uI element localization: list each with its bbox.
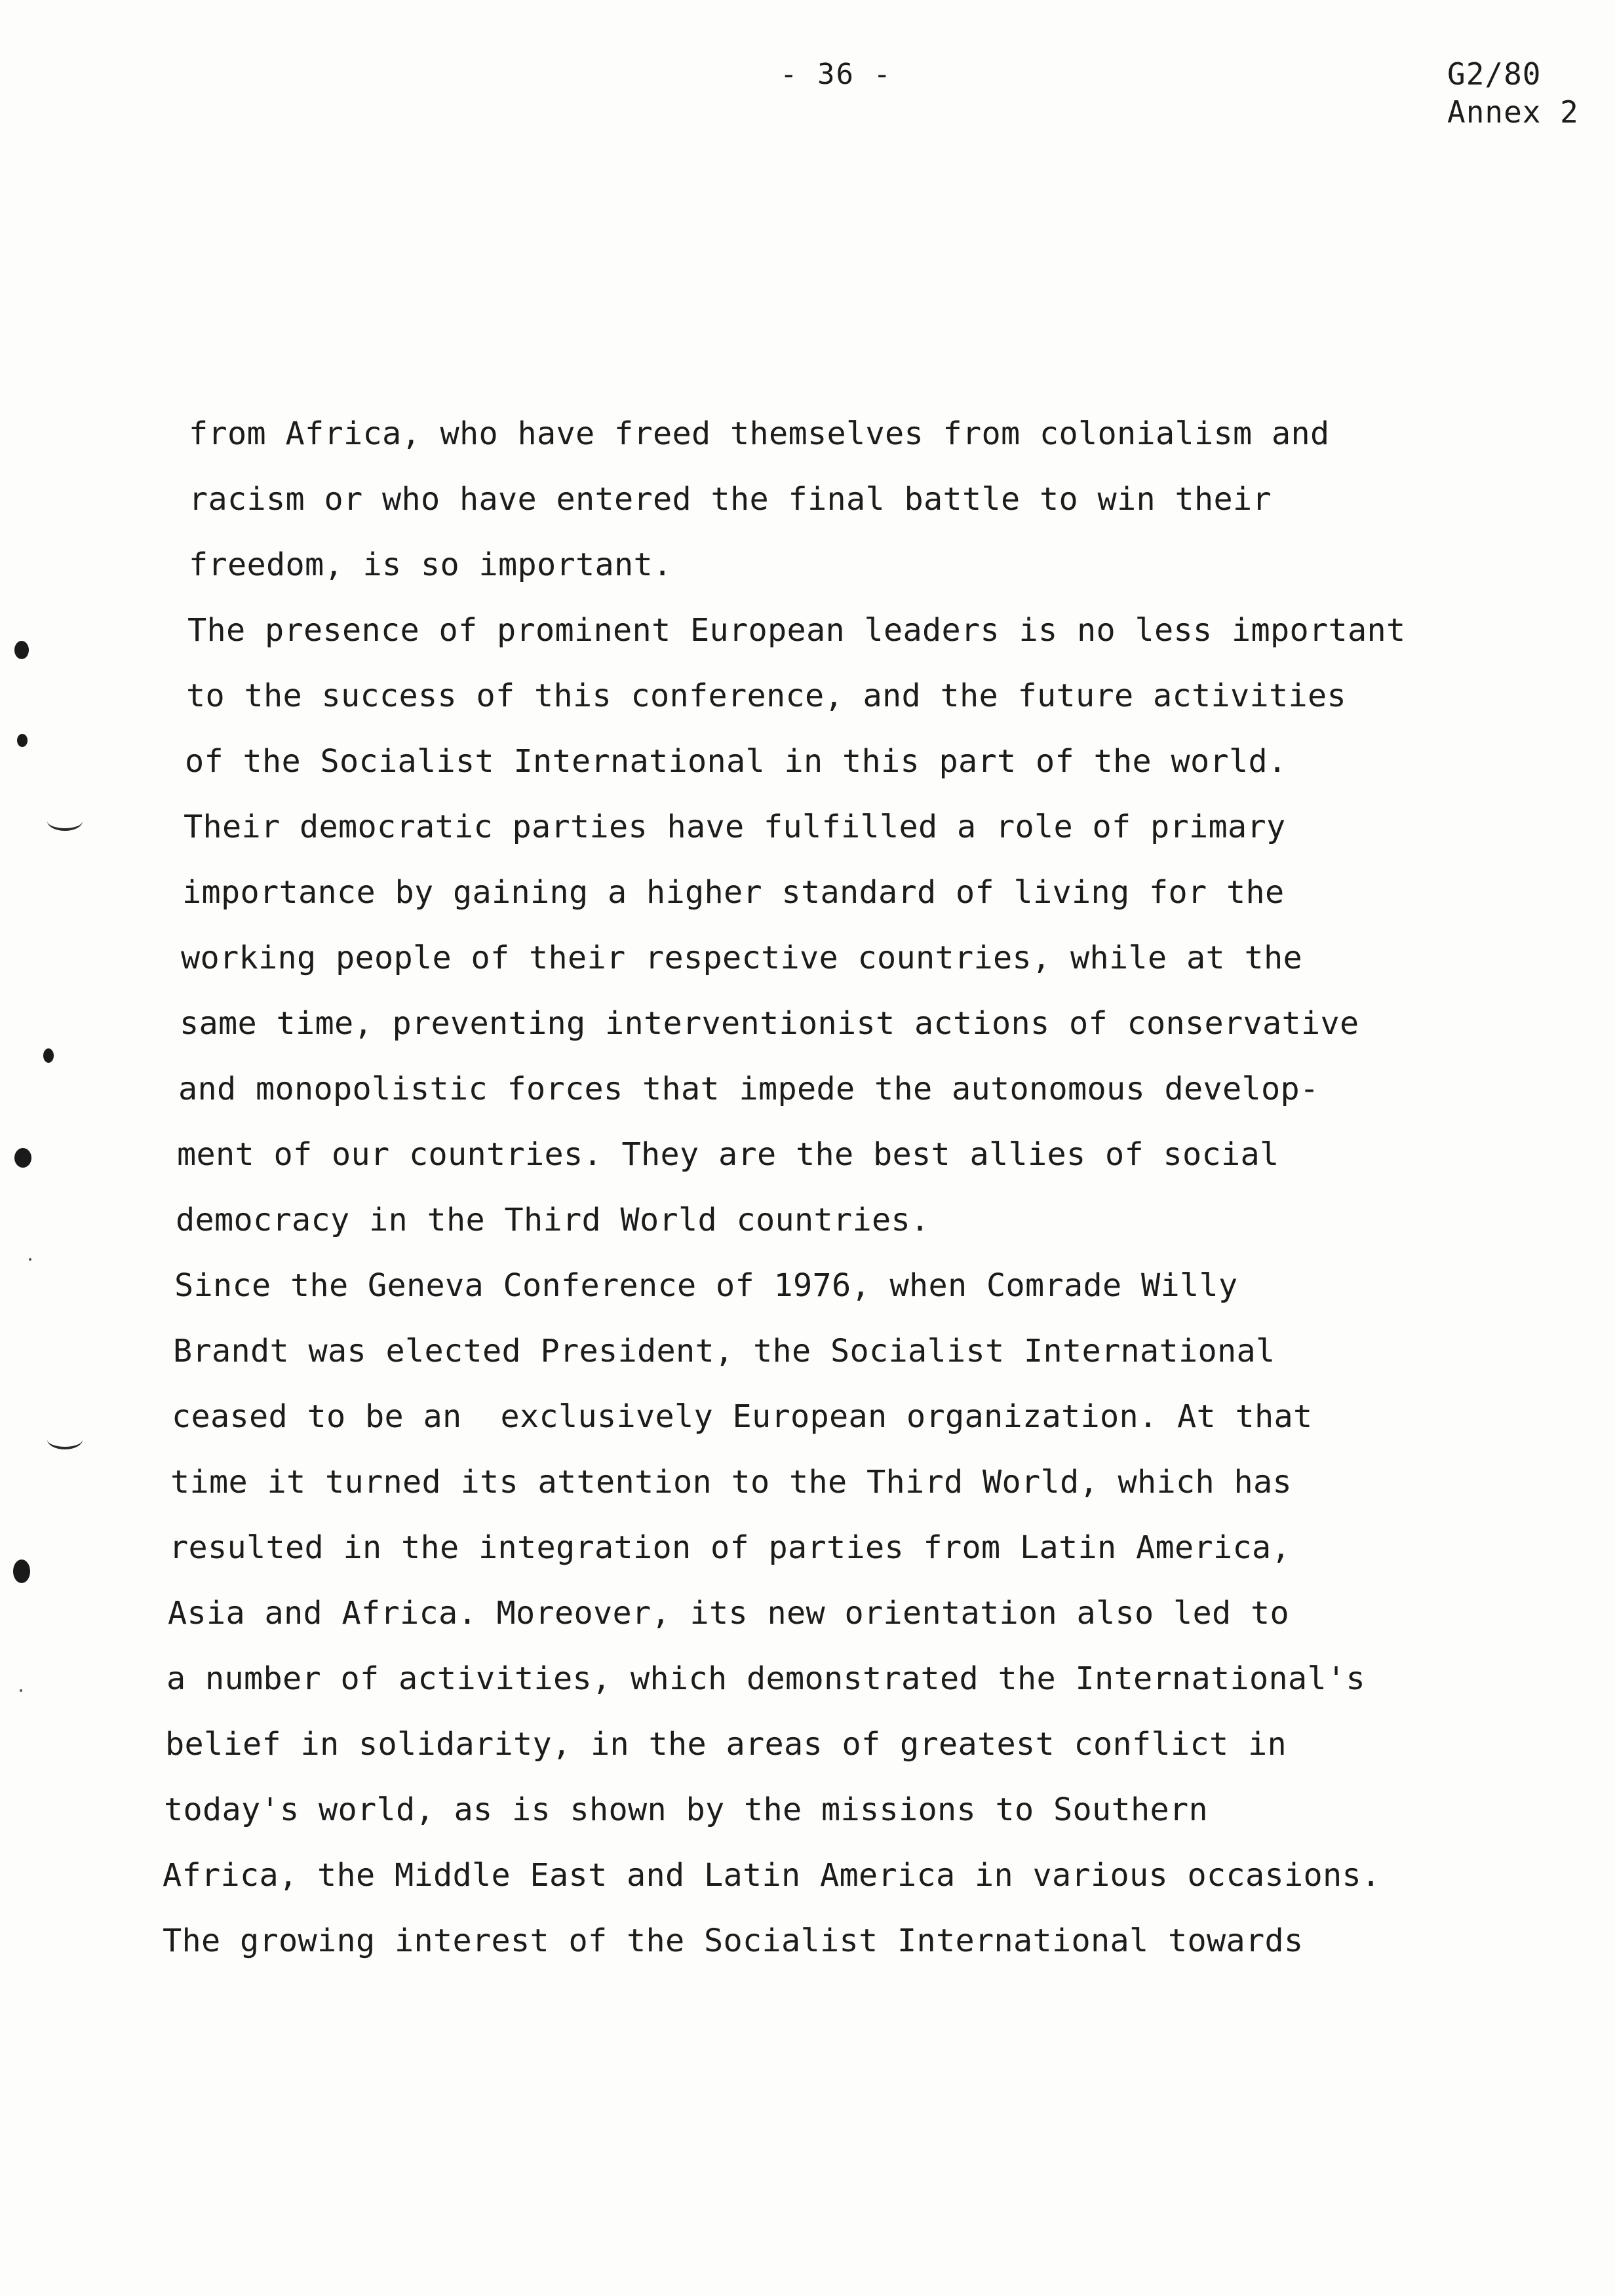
margin-hole-mark <box>13 1559 30 1583</box>
margin-hole-mark <box>43 1048 54 1063</box>
text-line: racism or who have entered the final battle to win their <box>189 481 1272 518</box>
margin-curve-mark <box>47 811 83 831</box>
text-line: Asia and Africa. Moreover, its new orientation also led to <box>168 1595 1289 1632</box>
text-line: of the Socialist International in this part of the world. <box>185 743 1287 780</box>
text-line: time it turned its attention to the Third World, which has <box>170 1464 1292 1501</box>
text-line: Brandt was elected President, the Socialist International <box>173 1333 1275 1369</box>
margin-curve-mark <box>47 1430 83 1449</box>
text-line: to the success of this conference, and the future activities <box>186 678 1346 714</box>
text-line: importance by gaining a higher standard of living for the <box>182 874 1285 911</box>
text-line: ceased to be an exclusively European organization. At that <box>172 1398 1313 1435</box>
text-line: Their democratic parties have fulfilled a role of primary <box>184 809 1286 845</box>
text-line: same time, preventing interventionist actions of conservative <box>180 1005 1359 1042</box>
text-line: Since the Geneva Conference of 1976, when Comrade Willy <box>174 1267 1238 1304</box>
text-line: The growing interest of the Socialist International towards <box>163 1923 1304 1959</box>
margin-speck <box>20 1689 22 1692</box>
text-line: democracy in the Third World countries. <box>176 1202 930 1238</box>
text-line: today's world, as is shown by the missions to Southern <box>164 1791 1208 1828</box>
document-code: G2/80 <box>1447 56 1542 92</box>
text-line: The presence of prominent European leaders is no less important <box>187 612 1406 649</box>
text-line: belief in solidarity, in the areas of greatest conflict in <box>165 1726 1287 1763</box>
margin-hole-mark <box>14 641 29 659</box>
page-number: - 36 - <box>780 58 892 91</box>
margin-speck <box>29 1258 31 1261</box>
margin-hole-mark <box>14 1148 31 1168</box>
text-line: resulted in the integration of parties from Latin America, <box>169 1529 1291 1566</box>
text-line: Africa, the Middle East and Latin America in various occasions. <box>163 1857 1381 1894</box>
margin-hole-mark <box>17 734 28 747</box>
document-reference <box>1447 55 1579 131</box>
text-line: ment of our countries. They are the best allies of social <box>177 1136 1279 1173</box>
text-line: freedom, is so important. <box>189 546 672 583</box>
text-line: and monopolistic forces that impede the autonomous develop- <box>178 1071 1319 1107</box>
text-line: working people of their respective countries, while at the <box>181 940 1302 976</box>
annex-label: Annex 2 <box>1447 94 1579 130</box>
text-line: from Africa, who have freed themselves from colonialism and <box>189 415 1330 452</box>
text-line: a number of activities, which demonstrated the International's <box>166 1660 1365 1697</box>
